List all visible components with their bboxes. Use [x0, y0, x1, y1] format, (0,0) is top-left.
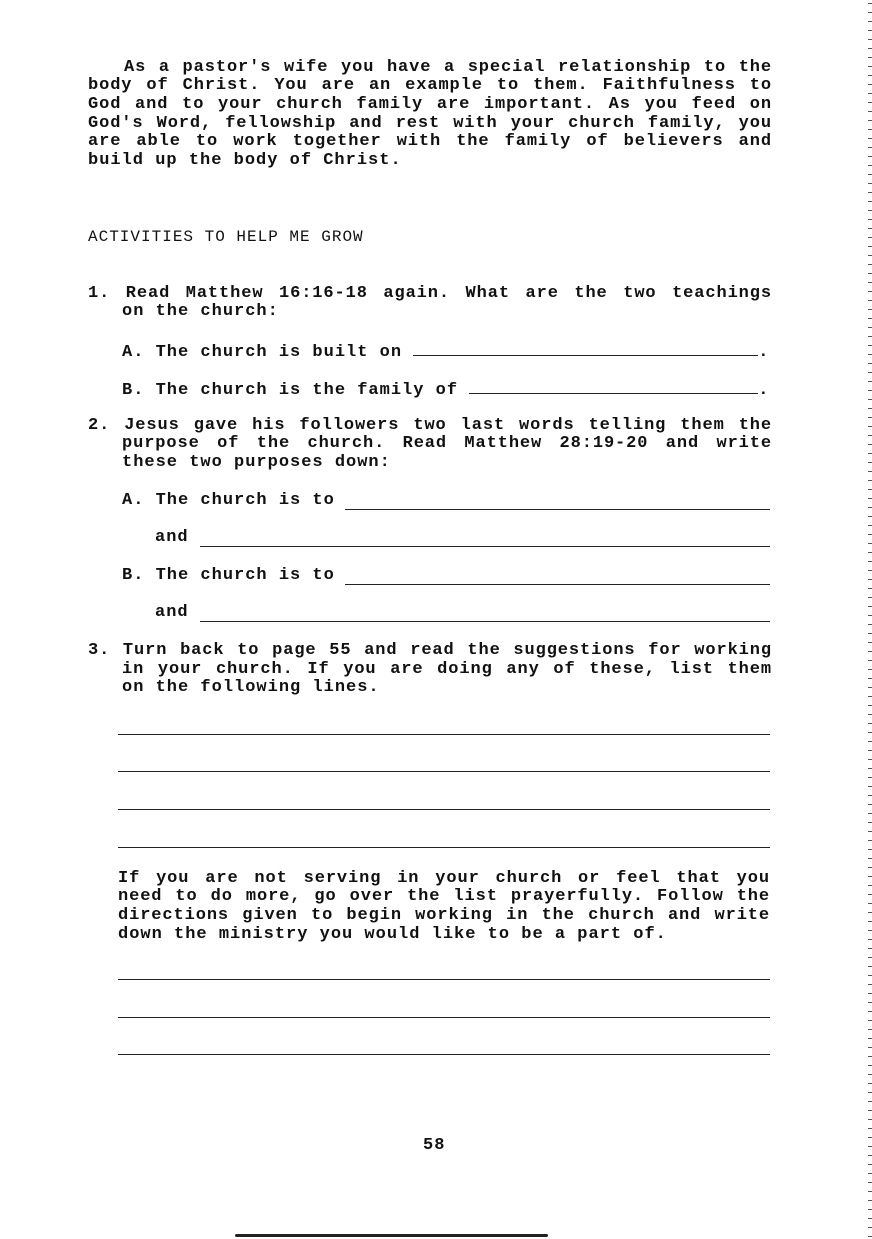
text-line: on the following lines.	[122, 678, 380, 697]
q1-b-label: B. The church is the family of	[122, 381, 459, 400]
answer-line[interactable]	[118, 847, 770, 848]
text-line: 1. Read Matthew 16:16-18 again. What are the two teachings	[88, 284, 772, 303]
q2-b-answer-field[interactable]	[345, 584, 770, 585]
q2-b-and-label: and	[155, 603, 189, 622]
scan-artifact-bar	[235, 1234, 548, 1237]
q1-b-line	[122, 379, 769, 400]
period: .	[758, 381, 770, 400]
text-line: are able to work together with the family of believers and	[88, 132, 772, 151]
text-line: directions given to begin working in the church and write	[118, 906, 770, 925]
q1-b-answer-field[interactable]	[469, 379, 758, 394]
answer-line[interactable]	[118, 1017, 770, 1018]
period: .	[758, 343, 770, 362]
text-line: purpose of the church. Read Matthew 28:19-20 and write	[122, 434, 772, 453]
answer-line[interactable]	[118, 809, 770, 810]
text-line: 2. Jesus gave his followers two last words telling them the	[88, 416, 772, 435]
answer-line[interactable]	[118, 979, 770, 980]
text-line: body of Christ. You are an example to them. Faithfulness to	[88, 76, 772, 95]
text-line: build up the body of Christ.	[88, 151, 402, 170]
text-line: God and to your church family are important. As you feed on	[88, 95, 772, 114]
page-number: 58	[423, 1136, 446, 1155]
text-line: need to do more, go over the list prayerfully. Follow the	[118, 887, 770, 906]
answer-line[interactable]	[118, 1054, 770, 1055]
text-line: on the church:	[122, 302, 279, 321]
text-line: down the ministry you would like to be a part of.	[118, 925, 667, 944]
text-line: If you are not serving in your church or feel that you	[118, 869, 770, 888]
q2-a-answer-field[interactable]	[345, 509, 770, 510]
text-line: in your church. If you are doing any of these, list them	[122, 660, 772, 679]
q1-a-label: A. The church is built on	[122, 343, 403, 362]
q1-a-answer-field[interactable]	[413, 341, 758, 356]
q2-a-and-label: and	[155, 528, 189, 547]
q2-a-label: A. The church is to	[122, 491, 335, 510]
answer-line[interactable]	[118, 771, 770, 772]
q2-b-and-answer-field[interactable]	[200, 621, 770, 622]
text-line: 3. Turn back to page 55 and read the suggestions for working	[88, 641, 772, 660]
answer-line[interactable]	[118, 734, 770, 735]
text-line: As a pastor's wife you have a special relationship to the	[124, 58, 772, 77]
q2-a-and-answer-field[interactable]	[200, 546, 770, 547]
section-heading: ACTIVITIES TO HELP ME GROW	[88, 228, 364, 246]
text-line: these two purposes down:	[122, 453, 391, 472]
text-line: God's Word, fellowship and rest with your church family, you	[88, 114, 772, 133]
q2-b-label: B. The church is to	[122, 566, 335, 585]
scan-edge	[868, 0, 872, 1239]
q1-a-line	[122, 341, 769, 362]
